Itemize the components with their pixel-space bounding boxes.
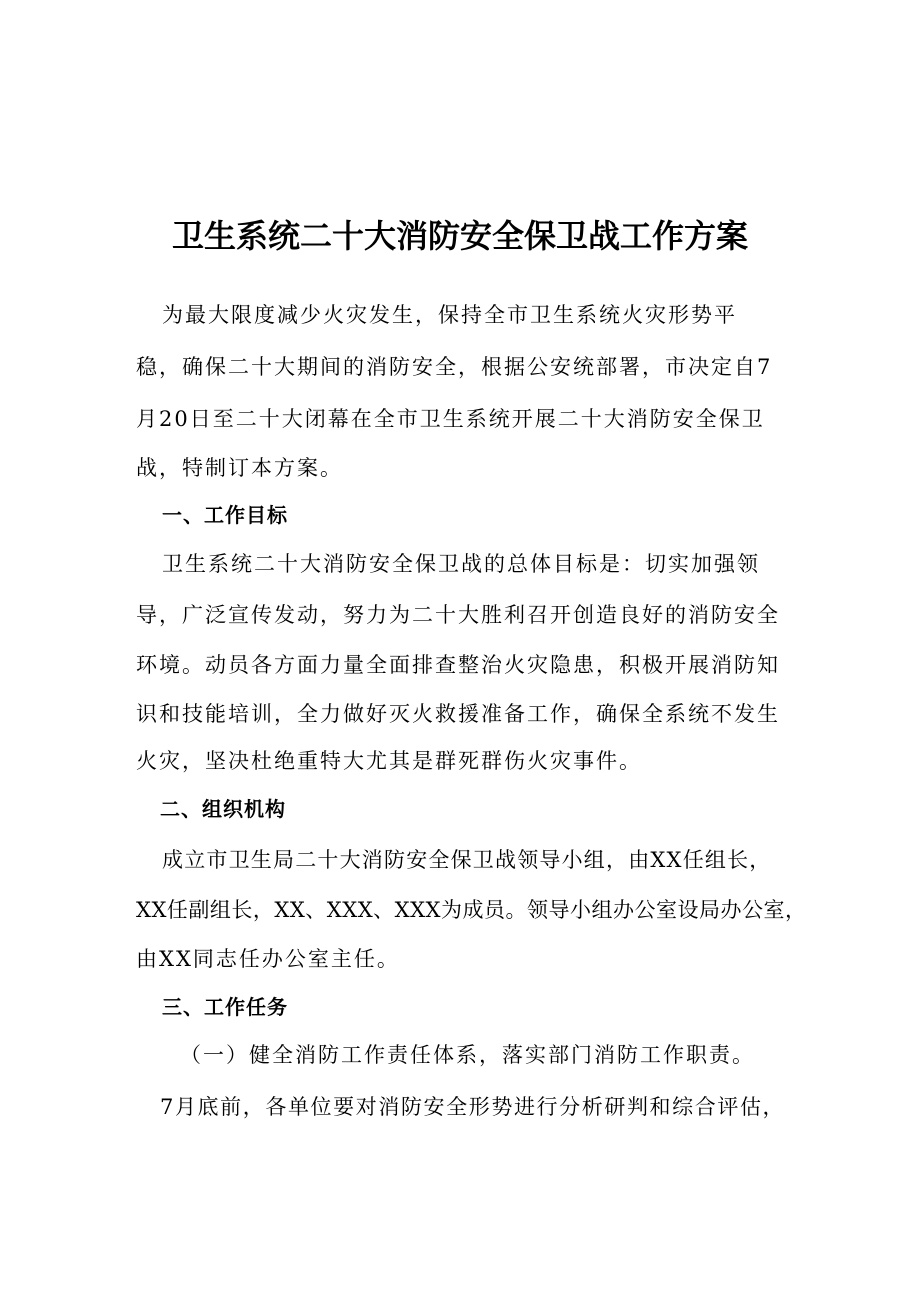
organization-line-3: 由XX同志任办公室主任。	[136, 947, 400, 971]
document-title: 卫生系统二十大消防安全保卫战工作方案	[171, 217, 748, 255]
intro-line-4: 战，特制订本方案。	[136, 456, 343, 480]
intro-line-2: 稳，确保二十大期间的消防安全，根据公安统部署，市决定自7	[136, 355, 773, 379]
organization-line-2: XX任副组长，XX、XXX、XXX为成员。领导小组办公室设局办公室，	[136, 898, 807, 922]
goals-line-2: 导，广泛宣传发动，努力为二十大胜利召开创造良好的消防安全	[136, 603, 780, 627]
intro-line-1: 为最大限度减少火灾发生，保持全市卫生系统火灾形势平	[162, 303, 737, 327]
section-heading-goals: 一、工作目标	[162, 503, 288, 527]
goals-line-1: 卫生系统二十大消防安全保卫战的总体目标是：切实加强领	[162, 552, 760, 576]
goals-line-5: 火灾，坚决杜绝重特大尤其是群死群伤火灾事件。	[136, 749, 642, 773]
intro-line-3: 月20日至二十大闭幕在全市卫生系统开展二十大消防安全保卫	[136, 407, 765, 431]
section-heading-organization: 二、组织机构	[160, 797, 286, 821]
section-heading-tasks: 三、工作任务	[162, 995, 288, 1019]
tasks-line-1: 7月底前，各单位要对消防安全形势进行分析研判和综合评估，	[160, 1095, 786, 1119]
goals-line-4: 识和技能培训，全力做好灭火救援准备工作，确保全系统不发生	[136, 702, 780, 726]
goals-line-3: 环境。动员各方面力量全面排查整治火灾隐患，积极开展消防知	[136, 653, 780, 677]
organization-line-1: 成立市卫生局二十大消防安全保卫战领导小组，由XX任组长，	[162, 848, 772, 872]
tasks-subheading-1: （一）健全消防工作责任体系，落实部门消防工作职责。	[180, 1043, 755, 1067]
